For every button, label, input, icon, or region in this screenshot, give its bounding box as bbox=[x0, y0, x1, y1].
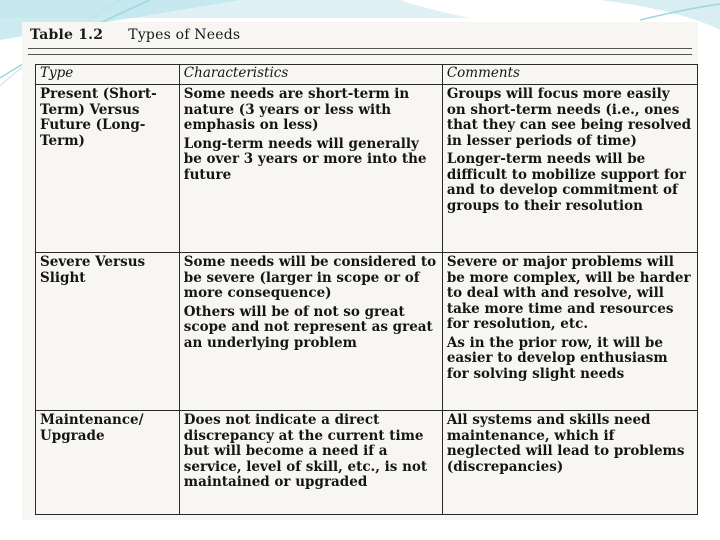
characteristic-text: Some needs will be considered to be severe (larger in scope or of more consequence) bbox=[183, 254, 437, 301]
scanned-page bbox=[22, 22, 698, 520]
header-type: Type bbox=[36, 65, 180, 85]
table-number: Table 1.2 bbox=[30, 27, 104, 43]
table-caption bbox=[30, 27, 240, 43]
comment-text: Severe or major problems will be more complex, will be harder to deal with and resolve, will take more time and resources for resolution, etc. bbox=[446, 254, 691, 332]
header-characteristics: Characteristics bbox=[179, 65, 442, 85]
type-cell bbox=[36, 85, 180, 253]
characteristic-text: Long-term needs will generally be over 3 years or more into the future bbox=[183, 135, 427, 183]
needs-table bbox=[35, 64, 698, 515]
characteristics-cell bbox=[179, 85, 442, 253]
characteristic-text: Does not indicate a direct discrepancy at the current time but will become a need if a service, level of skill, etc., is not maintained or upgraded bbox=[183, 412, 428, 490]
table-row bbox=[36, 253, 698, 411]
type-cell bbox=[36, 411, 180, 515]
type-label: Maintenance/ Upgrade bbox=[40, 412, 144, 444]
characteristic-text: Others will be of not so great scope and not represent as great an underlying problem bbox=[183, 303, 433, 351]
characteristics-cell bbox=[179, 411, 442, 515]
caption-rule bbox=[28, 48, 692, 49]
table-row bbox=[36, 411, 698, 515]
comment-text: All systems and skills need maintenance, which if neglected will lead to problems (discrepancies) bbox=[446, 412, 685, 475]
caption-rule-lower bbox=[28, 54, 692, 55]
type-label: Present (Short-Term) Versus Future (Long-Term) bbox=[40, 86, 157, 149]
comments-cell bbox=[442, 85, 697, 253]
type-label: Severe Versus Slight bbox=[40, 254, 146, 286]
comments-cell bbox=[442, 253, 697, 411]
table-row bbox=[36, 85, 698, 253]
characteristics-cell bbox=[179, 253, 442, 411]
comment-text: As in the prior row, it will be easier to develop enthusiasm for solving slight needs bbox=[446, 334, 668, 382]
header-comments: Comments bbox=[442, 65, 697, 85]
type-cell bbox=[36, 253, 180, 411]
characteristic-text: Some needs are short-term in nature (3 years or less with emphasis on less) bbox=[183, 86, 410, 133]
table-title: Types of Needs bbox=[128, 27, 241, 43]
comments-cell bbox=[442, 411, 697, 515]
comment-text: Longer-term needs will be difficult to mobilize support for and to develop commitment of groups to their resolution bbox=[446, 151, 686, 214]
comment-text: Groups will focus more easily on short-term needs (i.e., ones that they can see being resolved in lesser periods of time) bbox=[446, 86, 692, 149]
table-header-row bbox=[36, 65, 698, 85]
